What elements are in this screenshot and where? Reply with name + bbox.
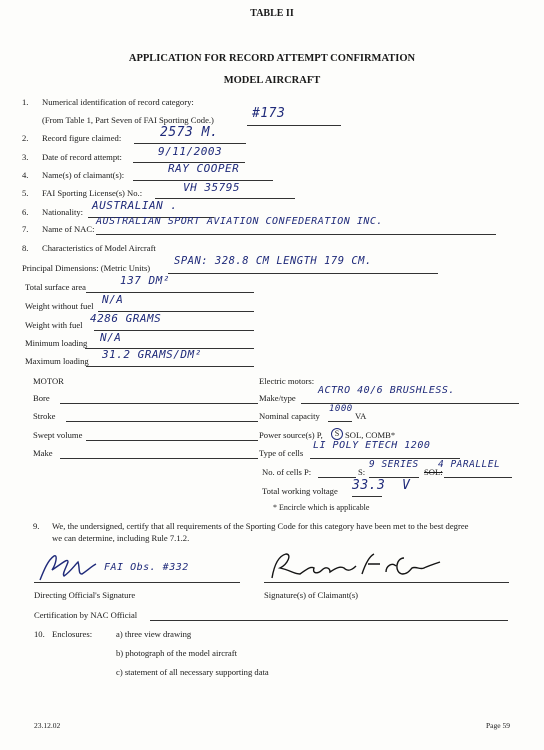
- item-6-number: 6.: [22, 207, 29, 217]
- nominal-capacity-unit: VA: [355, 411, 367, 421]
- cells-sol-line: [444, 477, 512, 478]
- dimensions-value[interactable]: SPAN: 328.8 CM LENGTH 179 CM.: [174, 255, 372, 267]
- item-1-number: 1.: [22, 97, 29, 107]
- item-1-value[interactable]: #173: [252, 106, 286, 121]
- bore-label: Bore: [33, 393, 50, 403]
- certification-text-line-2: we can determine, including Rule 7.1.2.: [52, 533, 190, 543]
- item-4-number: 4.: [22, 170, 29, 180]
- dimensions-label: Principal Dimensions: (Metric Units): [22, 263, 151, 273]
- nominal-capacity-value[interactable]: 1000: [329, 404, 353, 414]
- nominal-capacity-label: Nominal capacity: [259, 411, 320, 421]
- claimant-signature-line: [264, 582, 509, 583]
- swept-volume-label: Swept volume: [33, 430, 83, 440]
- item-6-label: Nationality:: [42, 207, 84, 217]
- nac-certification-line[interactable]: [150, 620, 508, 621]
- weight-without-fuel-value[interactable]: N/A: [102, 293, 124, 306]
- item-4-value[interactable]: RAY COOPER: [168, 162, 240, 175]
- cells-sol-label: SOL:: [424, 467, 443, 477]
- form-title: APPLICATION FOR RECORD ATTEMPT CONFIRMATION: [128, 53, 416, 64]
- power-source-options: SOL, COMB*: [345, 430, 396, 440]
- total-voltage-label: Total working voltage: [262, 486, 338, 496]
- power-source-label: Power source(s) P,: [259, 430, 323, 440]
- item-5-number: 5.: [22, 188, 29, 198]
- item-4-label: Name(s) of claimant(s):: [42, 170, 125, 180]
- encircle-footnote: * Encircle which is applicable: [273, 503, 370, 512]
- total-voltage-unit: V: [402, 478, 411, 493]
- nac-certification-label: Certification by NAC Official: [34, 610, 138, 620]
- item-1-line: [247, 125, 341, 126]
- item-7-number: 7.: [22, 224, 29, 234]
- motor-make-line[interactable]: [60, 458, 258, 459]
- item-2-number: 2.: [22, 133, 29, 143]
- maximum-loading-line: [86, 366, 254, 367]
- item-1-label: Numerical identification of record category:: [42, 97, 194, 107]
- official-signature-label: Directing Official's Signature: [34, 590, 136, 600]
- item-9-number: 9.: [33, 521, 40, 531]
- certification-text-line-1: We, the undersigned, certify that all requirements of the Sporting Code for this category have been met to the best degree: [52, 521, 469, 531]
- cells-s-label: S:: [358, 467, 366, 477]
- enclosure-c: c) statement of all necessary supporting data: [116, 667, 269, 677]
- footer-date: 23.12.02: [34, 721, 61, 730]
- item-10-number: 10.: [34, 629, 45, 639]
- weight-without-fuel-label: Weight without fuel: [25, 301, 94, 311]
- total-voltage-value[interactable]: 33.3: [352, 478, 386, 493]
- cells-p-line[interactable]: [318, 477, 356, 478]
- number-of-cells-label: No. of cells P:: [262, 467, 312, 477]
- motor-heading: MOTOR: [33, 376, 64, 386]
- form-subtitle: MODEL AIRCRAFT: [223, 75, 321, 86]
- minimum-loading-value[interactable]: N/A: [100, 331, 122, 344]
- type-of-cells-value[interactable]: LI POLY ETECH 1200: [313, 440, 431, 451]
- bore-line[interactable]: [60, 403, 258, 404]
- dimensions-line: [168, 273, 438, 274]
- stroke-line[interactable]: [66, 421, 258, 422]
- item-2-line: [134, 143, 246, 144]
- enclosures-label: Enclosures:: [52, 629, 93, 639]
- item-7-label: Name of NAC:: [42, 224, 95, 234]
- swept-volume-line[interactable]: [86, 440, 258, 441]
- table-number: TABLE II: [250, 8, 294, 19]
- enclosure-a: a) three view drawing: [116, 629, 192, 639]
- directing-official-signature: [34, 552, 104, 584]
- item-5-value[interactable]: VH 35795: [183, 181, 240, 194]
- item-8-number: 8.: [22, 243, 29, 253]
- minimum-loading-label: Minimum loading: [25, 338, 88, 348]
- surface-area-value[interactable]: 137 DM²: [120, 274, 170, 287]
- official-observer-note: FAI Obs. #332: [104, 562, 189, 573]
- surface-area-label: Total surface area: [25, 282, 86, 292]
- nominal-capacity-line: [328, 421, 352, 422]
- power-source-selected[interactable]: S: [331, 428, 343, 440]
- maximum-loading-label: Maximum loading: [25, 356, 89, 366]
- page-number: Page 59: [486, 721, 510, 730]
- total-voltage-line: [352, 496, 382, 497]
- item-2-label: Record figure claimed:: [42, 133, 122, 143]
- cells-sol-value[interactable]: 4 PARALLEL: [438, 459, 501, 470]
- item-3-value[interactable]: 9/11/2003: [158, 145, 223, 158]
- electric-motors-heading: Electric motors:: [259, 376, 315, 386]
- cells-s-value[interactable]: 9 SERIES: [369, 459, 419, 470]
- item-7-value[interactable]: AUSTRALIAN SPORT AVIATION CONFEDERATION INC.: [96, 216, 383, 227]
- make-type-label: Make/type: [259, 393, 296, 403]
- item-7-line: [96, 234, 496, 235]
- weight-with-fuel-value[interactable]: 4286 GRAMS: [90, 312, 162, 325]
- make-type-value[interactable]: ACTRO 40/6 BRUSHLESS.: [318, 385, 455, 396]
- motor-make-label: Make: [33, 448, 53, 458]
- type-of-cells-label: Type of cells: [259, 448, 304, 458]
- maximum-loading-value[interactable]: 31.2 GRAMS/DM²: [102, 348, 202, 361]
- item-5-label: FAI Sporting License(s) No.:: [42, 188, 143, 198]
- enclosure-b: b) photograph of the model aircraft: [116, 648, 237, 658]
- claimant-signature: [264, 548, 444, 586]
- claimant-signature-label: Signature(s) of Claimant(s): [264, 590, 359, 600]
- item-6-value[interactable]: AUSTRALIAN .: [92, 199, 178, 212]
- item-8-label: Characteristics of Model Aircraft: [42, 243, 156, 253]
- stroke-label: Stroke: [33, 411, 56, 421]
- item-3-number: 3.: [22, 152, 29, 162]
- item-2-value[interactable]: 2573 M.: [160, 125, 219, 140]
- item-1-sublabel: (From Table 1, Part Seven of FAI Sporting Code.): [42, 115, 214, 125]
- item-3-label: Date of record attempt:: [42, 152, 122, 162]
- weight-with-fuel-label: Weight with fuel: [25, 320, 83, 330]
- official-signature-line: [34, 582, 240, 583]
